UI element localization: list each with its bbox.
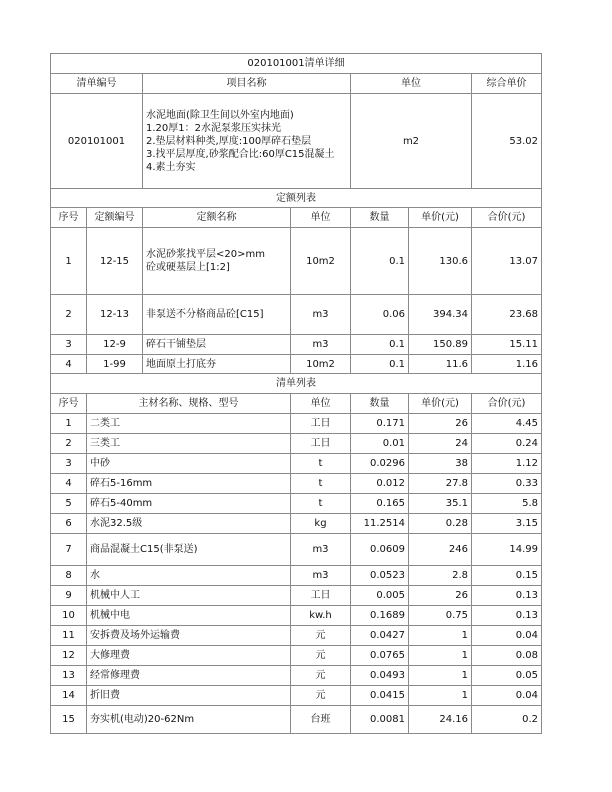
quota-row: [51, 228, 542, 295]
list-price: 24: [409, 434, 472, 454]
list-total: 5.8: [472, 494, 542, 514]
list-seq: 13: [51, 666, 87, 686]
quota-name: 水泥砂浆找平层<20>mm 砼或硬基层上[1:2]: [143, 228, 291, 295]
list-price: 0.28: [409, 514, 472, 534]
quota-total: 23.68: [472, 295, 542, 335]
quota-unit: 10m2: [291, 355, 351, 374]
list-seq: 14: [51, 686, 87, 706]
list-total: 0.04: [472, 626, 542, 646]
list-row: [51, 434, 542, 454]
list-qty: 0.0765: [351, 646, 409, 666]
list-price: 26: [409, 414, 472, 434]
list-seq: 1: [51, 414, 87, 434]
list-total: 1.12: [472, 454, 542, 474]
list-header-unit: 单位: [291, 394, 351, 414]
list-seq: 8: [51, 566, 87, 586]
list-header-row: [51, 394, 542, 414]
list-price: 26: [409, 586, 472, 606]
list-total: 0.15: [472, 566, 542, 586]
quota-name: 碎石干铺垫层: [143, 335, 291, 355]
list-unit: kw.h: [291, 606, 351, 626]
list-qty: 0.0427: [351, 626, 409, 646]
quota-qty: 0.1: [351, 355, 409, 374]
list-name: 水: [87, 566, 291, 586]
list-name: 商品混凝土C15(非泵送): [87, 534, 291, 566]
quota-total: 13.07: [472, 228, 542, 295]
quota-seq: 4: [51, 355, 87, 374]
list-row: [51, 606, 542, 626]
list-qty: 0.0415: [351, 686, 409, 706]
list-seq: 7: [51, 534, 87, 566]
list-header-seq: 序号: [51, 394, 87, 414]
list-total: 0.24: [472, 434, 542, 454]
list-name: 夯实机(电动)20-62Nm: [87, 706, 291, 734]
list-unit: t: [291, 474, 351, 494]
list-row: [51, 686, 542, 706]
quota-seq: 1: [51, 228, 87, 295]
list-name: 折旧费: [87, 686, 291, 706]
list-header-total: 合价(元): [472, 394, 542, 414]
list-name: 大修理费: [87, 646, 291, 666]
list-total: 0.08: [472, 646, 542, 666]
list-price: 35.1: [409, 494, 472, 514]
list-header-qty: 数量: [351, 394, 409, 414]
list-qty: 11.2514: [351, 514, 409, 534]
list-unit: m3: [291, 534, 351, 566]
quota-header-total: 合价(元): [472, 208, 542, 228]
quota-title: 定额列表: [51, 189, 542, 208]
quota-header-name: 定额名称: [143, 208, 291, 228]
quota-price: 130.6: [409, 228, 472, 295]
list-total: 3.15: [472, 514, 542, 534]
list-seq: 5: [51, 494, 87, 514]
list-qty: 0.0493: [351, 666, 409, 686]
quota-unit: 10m2: [291, 228, 351, 295]
list-unit: 元: [291, 626, 351, 646]
list-name: 机械中人工: [87, 586, 291, 606]
list-total: 0.05: [472, 666, 542, 686]
list-seq: 3: [51, 454, 87, 474]
list-row: [51, 646, 542, 666]
list-total: 0.13: [472, 586, 542, 606]
list-price: 1: [409, 686, 472, 706]
list-unit: 元: [291, 646, 351, 666]
list-row: [51, 514, 542, 534]
list-qty: 0.0523: [351, 566, 409, 586]
list-name: 三类工: [87, 434, 291, 454]
list-name: 二类工: [87, 414, 291, 434]
quota-header-row: [51, 208, 542, 228]
item-price: 53.02: [472, 94, 542, 189]
quota-row: [51, 335, 542, 355]
quota-price: 394.34: [409, 295, 472, 335]
list-qty: 0.012: [351, 474, 409, 494]
list-row: [51, 666, 542, 686]
list-unit: 元: [291, 686, 351, 706]
header-price: 综合单价: [472, 74, 542, 94]
list-seq: 10: [51, 606, 87, 626]
item-header-row: [51, 74, 542, 94]
list-header-name: 主材名称、规格、型号: [87, 394, 291, 414]
item-unit: m2: [351, 94, 472, 189]
quota-header-seq: 序号: [51, 208, 87, 228]
quota-total: 15.11: [472, 335, 542, 355]
list-row: [51, 474, 542, 494]
quota-name: 地面原土打底夯: [143, 355, 291, 374]
list-unit: 台班: [291, 706, 351, 734]
list-unit: 工日: [291, 414, 351, 434]
quota-code: 12-15: [87, 228, 143, 295]
list-row: [51, 414, 542, 434]
quota-name: 非泵送不分格商品砼[C15]: [143, 295, 291, 335]
item-row: [51, 94, 542, 189]
list-unit: t: [291, 494, 351, 514]
list-unit: m3: [291, 566, 351, 586]
list-row: [51, 534, 542, 566]
list-header-price: 单价(元): [409, 394, 472, 414]
list-price: 38: [409, 454, 472, 474]
list-price: 1: [409, 646, 472, 666]
list-qty: 0.1689: [351, 606, 409, 626]
table-title: 020101001清单详细: [51, 54, 542, 74]
item-code: 020101001: [51, 94, 143, 189]
header-name: 项目名称: [143, 74, 351, 94]
list-unit: 元: [291, 666, 351, 686]
quota-qty: 0.1: [351, 335, 409, 355]
quota-seq: 3: [51, 335, 87, 355]
list-price: 0.75: [409, 606, 472, 626]
list-qty: 0.165: [351, 494, 409, 514]
quota-row: [51, 355, 542, 374]
list-seq: 6: [51, 514, 87, 534]
quota-seq: 2: [51, 295, 87, 335]
list-name: 水泥32.5级: [87, 514, 291, 534]
list-total: 0.13: [472, 606, 542, 626]
list-price: 1: [409, 666, 472, 686]
list-qty: 0.171: [351, 414, 409, 434]
list-row: [51, 566, 542, 586]
list-seq: 11: [51, 626, 87, 646]
list-row: [51, 706, 542, 734]
list-row: [51, 626, 542, 646]
quota-header-price: 单价(元): [409, 208, 472, 228]
quota-code: 12-9: [87, 335, 143, 355]
list-price: 246: [409, 534, 472, 566]
detail-table: [50, 53, 542, 734]
quota-qty: 0.06: [351, 295, 409, 335]
quota-header-code: 定额编号: [87, 208, 143, 228]
quota-unit: m3: [291, 295, 351, 335]
list-qty: 0.005: [351, 586, 409, 606]
list-total: 0.04: [472, 686, 542, 706]
quota-row: [51, 295, 542, 335]
quota-price: 11.6: [409, 355, 472, 374]
list-row: [51, 586, 542, 606]
list-name: 中砂: [87, 454, 291, 474]
list-total: 4.45: [472, 414, 542, 434]
quota-code: 12-13: [87, 295, 143, 335]
list-seq: 2: [51, 434, 87, 454]
quota-unit: m3: [291, 335, 351, 355]
quota-code: 1-99: [87, 355, 143, 374]
list-qty: 0.01: [351, 434, 409, 454]
list-total: 0.33: [472, 474, 542, 494]
list-name: 机械中电: [87, 606, 291, 626]
quota-price: 150.89: [409, 335, 472, 355]
header-unit: 单位: [351, 74, 472, 94]
list-qty: 0.0296: [351, 454, 409, 474]
list-price: 24.16: [409, 706, 472, 734]
quota-header-qty: 数量: [351, 208, 409, 228]
list-price: 2.8: [409, 566, 472, 586]
list-name: 碎石5-16mm: [87, 474, 291, 494]
quota-header-unit: 单位: [291, 208, 351, 228]
list-seq: 4: [51, 474, 87, 494]
list-unit: t: [291, 454, 351, 474]
list-title: 清单列表: [51, 374, 542, 394]
list-qty: 0.0081: [351, 706, 409, 734]
list-price: 27.8: [409, 474, 472, 494]
list-price: 1: [409, 626, 472, 646]
item-name: 水泥地面(除卫生间以外室内地面) 1.20厚1：2水泥泵浆压实抹光 2.垫层材料种类,厚度:100厚碎石垫层 3.找平层厚度,砂浆配合比:60厚C15混凝土 4.素土夯实: [143, 94, 351, 189]
list-total: 14.99: [472, 534, 542, 566]
list-unit: 工日: [291, 586, 351, 606]
list-title-row: [51, 374, 542, 394]
list-row: [51, 454, 542, 474]
list-unit: 工日: [291, 434, 351, 454]
quota-qty: 0.1: [351, 228, 409, 295]
list-seq: 9: [51, 586, 87, 606]
list-seq: 15: [51, 706, 87, 734]
list-unit: kg: [291, 514, 351, 534]
list-name: 碎石5-40mm: [87, 494, 291, 514]
header-code: 清单编号: [51, 74, 143, 94]
list-row: [51, 494, 542, 514]
quota-total: 1.16: [472, 355, 542, 374]
list-name: 安拆费及场外运输费: [87, 626, 291, 646]
list-total: 0.2: [472, 706, 542, 734]
list-seq: 12: [51, 646, 87, 666]
list-qty: 0.0609: [351, 534, 409, 566]
list-name: 经常修理费: [87, 666, 291, 686]
